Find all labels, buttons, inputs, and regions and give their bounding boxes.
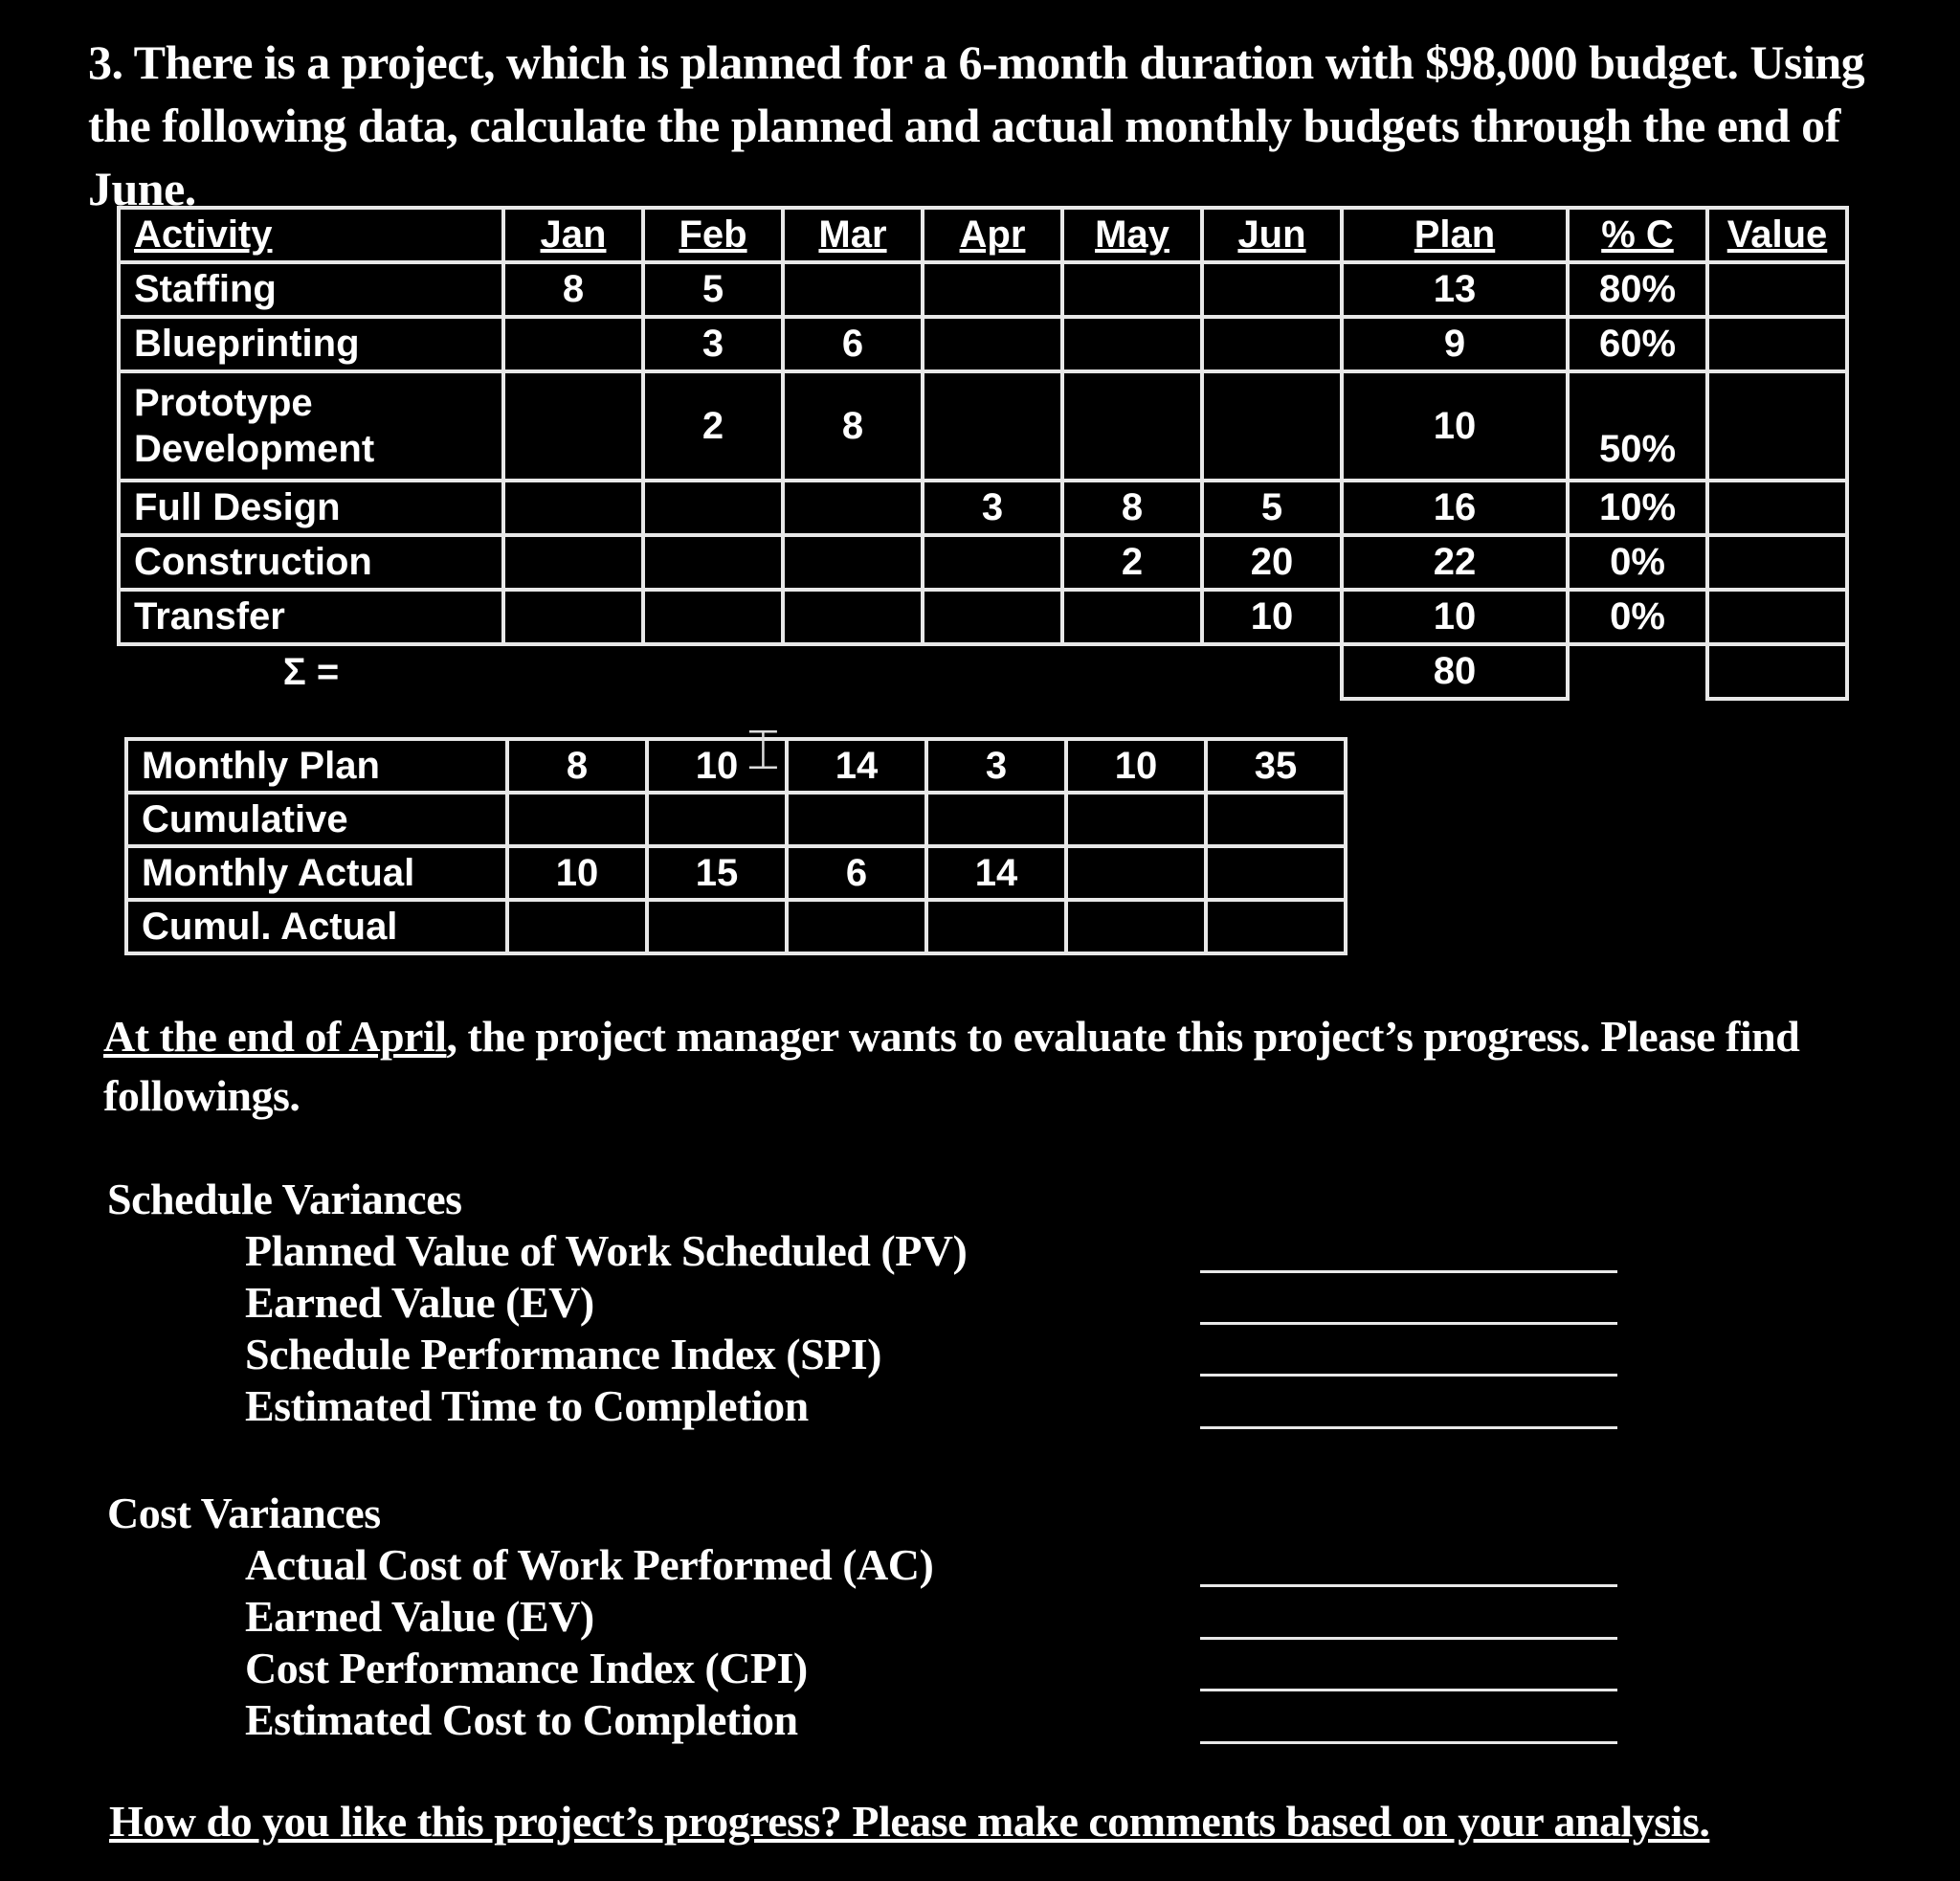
header-jun: Jun	[1202, 208, 1342, 262]
header-feb: Feb	[643, 208, 783, 262]
cell-may: 10	[1066, 739, 1206, 793]
cell-may	[1062, 262, 1202, 317]
cell-jun	[1202, 371, 1342, 481]
activity-name: Full Design	[119, 481, 503, 535]
sum-label: Σ =	[282, 651, 340, 693]
header-value: Value	[1707, 208, 1847, 262]
cell-apr: 14	[926, 846, 1066, 900]
cell-jan: 8	[507, 739, 647, 793]
cell-mar	[783, 481, 923, 535]
cost-item-ecc: Estimated Cost to Completion	[245, 1695, 798, 1744]
cell-mar	[783, 590, 923, 644]
schedule-variances-heading: Schedule Variances	[107, 1175, 462, 1223]
activity-row-full-design	[119, 481, 1847, 535]
cell-jun	[1202, 262, 1342, 317]
closing-question: How do you like this project’s progress? Please make comments based on your analysis.	[109, 1797, 1710, 1846]
sum-empty	[1202, 644, 1342, 699]
cell-may	[1066, 900, 1206, 953]
cell-pct-complete: 10%	[1568, 481, 1707, 535]
row-label: Cumulative	[126, 793, 507, 846]
cell-feb	[643, 535, 783, 590]
answer-blank-ecc[interactable]	[1200, 1741, 1617, 1744]
evaluation-intro	[103, 1007, 1883, 1126]
answer-blank-etc[interactable]	[1200, 1426, 1617, 1429]
cell-apr	[923, 371, 1062, 481]
cell-plan: 10	[1342, 371, 1568, 481]
cell-mar: 6	[783, 317, 923, 371]
cell-jun: 5	[1202, 481, 1342, 535]
cell-jun	[1202, 317, 1342, 371]
answer-blank-spi[interactable]	[1200, 1374, 1617, 1377]
cell-value	[1707, 317, 1847, 371]
cell-feb	[647, 793, 787, 846]
evaluation-intro-underlined: At the end of April	[103, 1012, 447, 1061]
activity-table	[117, 206, 1849, 701]
header-apr: Apr	[923, 208, 1062, 262]
cost-item-ev: Earned Value (EV)	[245, 1592, 594, 1641]
activity-table-header	[119, 208, 1847, 262]
sum-empty	[643, 644, 783, 699]
header-plan: Plan	[1342, 208, 1568, 262]
activity-row-blueprinting	[119, 317, 1847, 371]
cell-apr: 3	[923, 481, 1062, 535]
sum-value	[1707, 644, 1847, 699]
cell-apr: 3	[926, 739, 1066, 793]
cell-pct-complete: 0%	[1568, 535, 1707, 590]
cell-plan: 9	[1342, 317, 1568, 371]
cell-feb: 5	[643, 262, 783, 317]
schedule-item-ev: Earned Value (EV)	[245, 1278, 594, 1327]
cell-feb: 10	[647, 739, 787, 793]
cell-jan: 10	[507, 846, 647, 900]
cell-apr	[923, 590, 1062, 644]
cell-apr	[926, 793, 1066, 846]
cell-value	[1707, 535, 1847, 590]
cell-jan	[507, 900, 647, 953]
cell-jan	[503, 590, 643, 644]
header-activity: Activity	[119, 208, 503, 262]
text-cursor-icon: ⌶	[746, 717, 780, 782]
cell-jun	[1206, 900, 1346, 953]
header-jan: Jan	[503, 208, 643, 262]
cell-may	[1066, 793, 1206, 846]
activity-name: Blueprinting	[119, 317, 503, 371]
row-label: Monthly Plan	[126, 739, 507, 793]
monthly-row-cumulative	[126, 793, 1346, 846]
cell-may: 2	[1062, 535, 1202, 590]
monthly-row-actual	[126, 846, 1346, 900]
monthly-table	[124, 737, 1348, 955]
cell-pct-complete: 80%	[1568, 262, 1707, 317]
cell-feb: 2	[643, 371, 783, 481]
schedule-item-etc: Estimated Time to Completion	[245, 1381, 809, 1430]
evaluation-intro-rest: , the project manager wants to evaluate this project’s progress. Please find followings.	[103, 1012, 1800, 1120]
answer-blank-ev[interactable]	[1200, 1322, 1617, 1325]
cell-mar: 6	[787, 846, 926, 900]
sum-empty	[923, 644, 1062, 699]
question-title: 3. There is a project, which is planned for a 6-month duration with $98,000 budget. Using the following data, calculate the planned and actual monthly budgets through the end of June.	[88, 35, 1865, 215]
activity-row-staffing	[119, 262, 1847, 317]
sum-empty	[503, 644, 643, 699]
cell-feb: 3	[643, 317, 783, 371]
sum-empty	[783, 644, 923, 699]
cell-may: 8	[1062, 481, 1202, 535]
activity-name: Prototype Development	[119, 371, 503, 481]
cell-jun	[1206, 793, 1346, 846]
header-pct-complete: % C	[1568, 208, 1707, 262]
cell-value	[1707, 262, 1847, 317]
schedule-item-pv: Planned Value of Work Scheduled (PV)	[245, 1226, 968, 1275]
cost-item-cpi: Cost Performance Index (CPI)	[245, 1644, 808, 1692]
activity-name: Staffing	[119, 262, 503, 317]
cell-plan: 16	[1342, 481, 1568, 535]
header-may: May	[1062, 208, 1202, 262]
cell-may	[1062, 371, 1202, 481]
cell-value	[1707, 371, 1847, 481]
cell-jun: 35	[1206, 739, 1346, 793]
cell-jan	[503, 317, 643, 371]
activity-row-prototype-development	[119, 371, 1847, 481]
cell-mar: 8	[783, 371, 923, 481]
sum-empty	[1568, 644, 1707, 699]
cell-apr	[923, 262, 1062, 317]
answer-blank-pv[interactable]	[1200, 1270, 1617, 1273]
row-label: Cumul. Actual	[126, 900, 507, 953]
activity-row-construction	[119, 535, 1847, 590]
schedule-item-spi: Schedule Performance Index (SPI)	[245, 1330, 881, 1378]
answer-blank-cpi[interactable]	[1200, 1689, 1617, 1691]
cell-may	[1062, 317, 1202, 371]
sum-empty	[1062, 644, 1202, 699]
cell-may	[1066, 846, 1206, 900]
cell-plan: 22	[1342, 535, 1568, 590]
cell-jan: 8	[503, 262, 643, 317]
cell-may	[1062, 590, 1202, 644]
answer-blank-cost-ev[interactable]	[1200, 1637, 1617, 1640]
monthly-row-plan	[126, 739, 1346, 793]
cell-plan: 10	[1342, 590, 1568, 644]
cell-value	[1707, 590, 1847, 644]
cell-apr	[923, 317, 1062, 371]
cell-mar	[787, 793, 926, 846]
cell-value	[1707, 481, 1847, 535]
cell-jun	[1206, 846, 1346, 900]
activity-name: Transfer	[119, 590, 503, 644]
row-label: Monthly Actual	[126, 846, 507, 900]
cost-variances-heading: Cost Variances	[107, 1489, 381, 1537]
cell-mar	[783, 535, 923, 590]
activity-sum-row	[119, 644, 1847, 699]
cell-jan	[507, 793, 647, 846]
monthly-row-cumul-actual	[126, 900, 1346, 953]
answer-blank-ac[interactable]	[1200, 1584, 1617, 1587]
header-mar: Mar	[783, 208, 923, 262]
cell-feb: 15	[647, 846, 787, 900]
cell-pct-complete: 60%	[1568, 317, 1707, 371]
cell-jun: 10	[1202, 590, 1342, 644]
cell-jan	[503, 535, 643, 590]
cell-plan: 13	[1342, 262, 1568, 317]
cell-pct-complete: 50%	[1568, 371, 1707, 481]
cell-apr	[926, 900, 1066, 953]
activity-row-transfer	[119, 590, 1847, 644]
cell-apr	[923, 535, 1062, 590]
cell-feb	[643, 590, 783, 644]
cell-jun: 20	[1202, 535, 1342, 590]
cell-feb	[647, 900, 787, 953]
cell-mar: 14	[787, 739, 926, 793]
cell-pct-complete: 0%	[1568, 590, 1707, 644]
cell-mar	[787, 900, 926, 953]
cell-jan	[503, 371, 643, 481]
cell-mar	[783, 262, 923, 317]
cell-feb	[643, 481, 783, 535]
activity-name: Construction	[119, 535, 503, 590]
sum-plan: 80	[1342, 644, 1568, 699]
cost-item-ac: Actual Cost of Work Performed (AC)	[245, 1540, 934, 1589]
cell-jan	[503, 481, 643, 535]
